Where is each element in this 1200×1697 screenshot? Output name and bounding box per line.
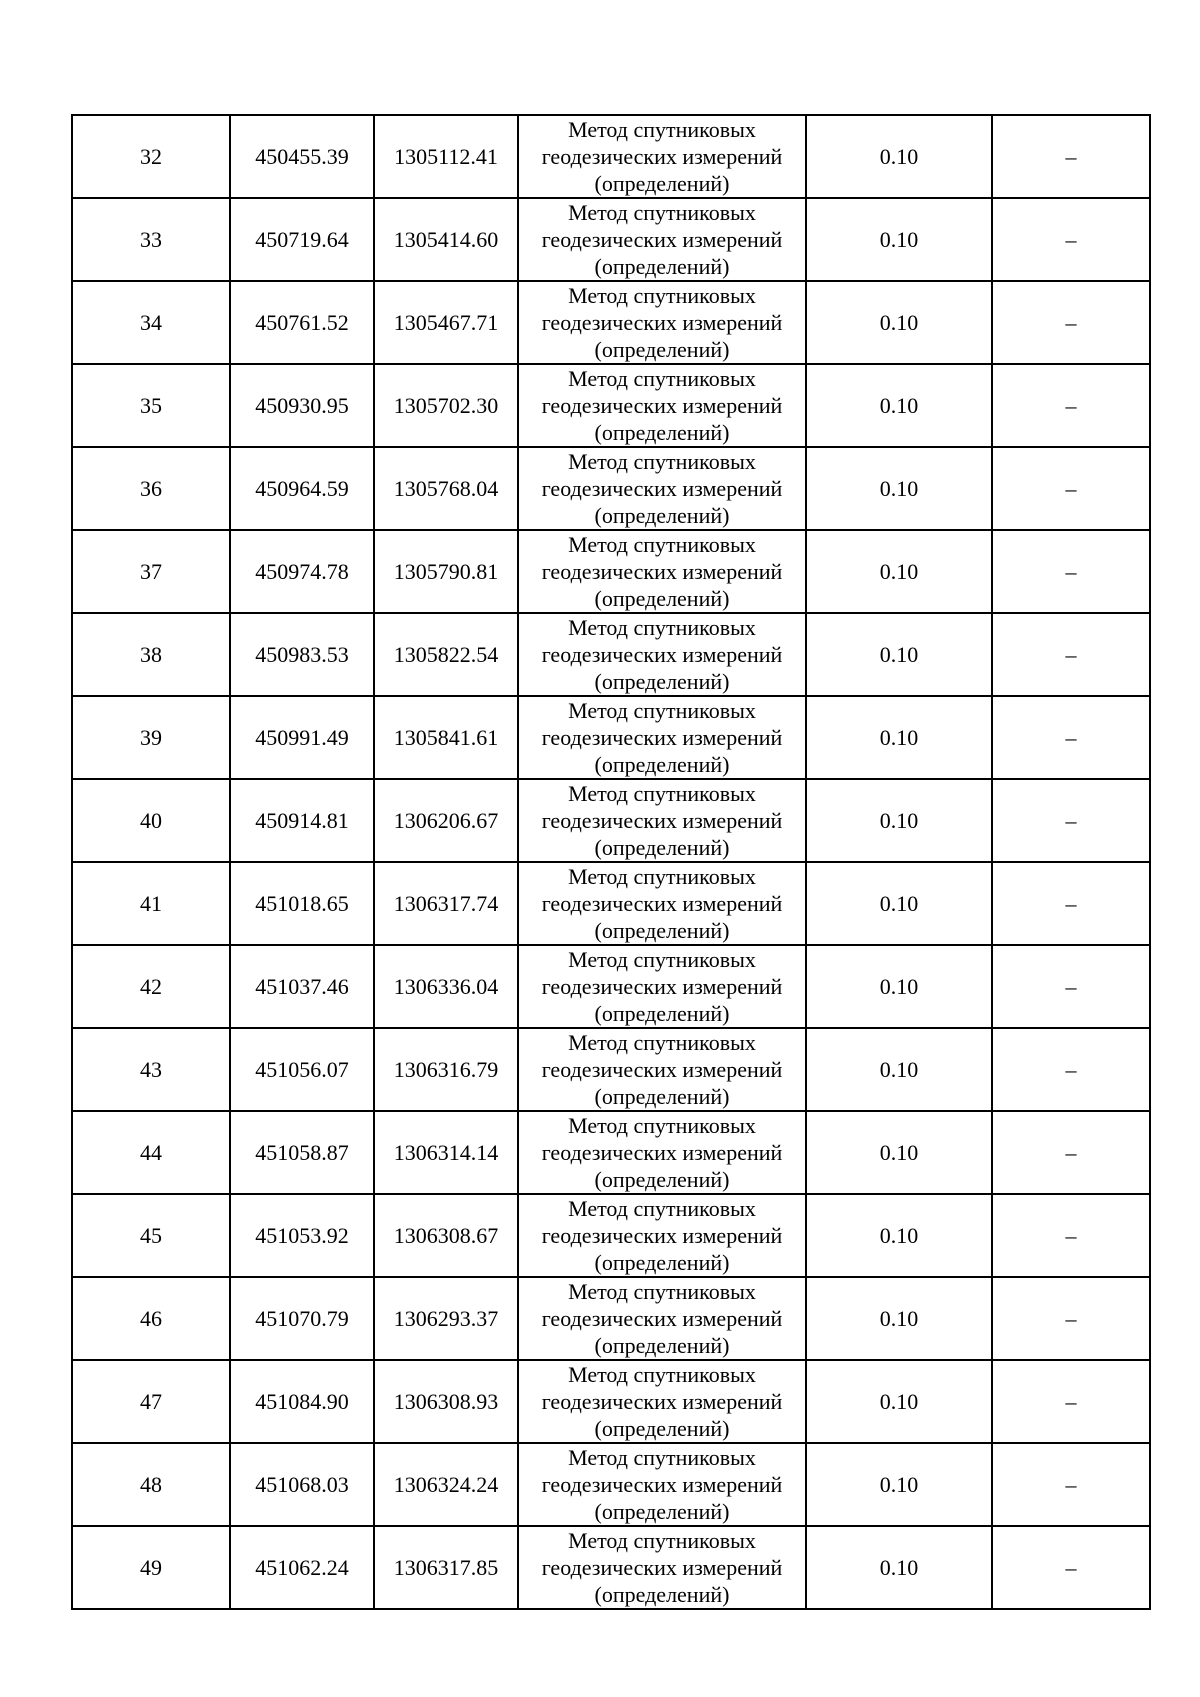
x-coordinate-cell: 450930.95	[230, 364, 374, 447]
coordinates-table	[71, 114, 1151, 1610]
method-cell	[518, 1194, 806, 1277]
method-text-line: (определений)	[594, 1333, 730, 1358]
method-text-line: (определений)	[594, 586, 730, 611]
accuracy-cell: 0.10	[806, 696, 992, 779]
table-row	[72, 862, 1150, 945]
point-number-cell: 32	[72, 115, 230, 198]
note-cell: –	[992, 1526, 1150, 1609]
accuracy-cell: 0.10	[806, 1526, 992, 1609]
y-coordinate-cell: 1306314.14	[374, 1111, 518, 1194]
method-text-line: (определений)	[594, 1582, 730, 1607]
y-coordinate-cell: 1305414.60	[374, 198, 518, 281]
note-cell: –	[992, 447, 1150, 530]
method-text-line: Метод спутниковых	[568, 1113, 756, 1138]
table-row	[72, 1194, 1150, 1277]
accuracy-cell: 0.10	[806, 198, 992, 281]
y-coordinate-cell: 1306336.04	[374, 945, 518, 1028]
y-coordinate-cell: 1306206.67	[374, 779, 518, 862]
table-row	[72, 530, 1150, 613]
method-text-line: геодезических измерений	[541, 725, 783, 750]
table-row	[72, 364, 1150, 447]
accuracy-cell: 0.10	[806, 613, 992, 696]
accuracy-cell: 0.10	[806, 281, 992, 364]
method-text-line: (определений)	[594, 420, 730, 445]
method-text-line: геодезических измерений	[541, 1555, 783, 1580]
point-number-cell: 45	[72, 1194, 230, 1277]
method-text-line: геодезических измерений	[541, 559, 783, 584]
y-coordinate-cell: 1305790.81	[374, 530, 518, 613]
y-coordinate-cell: 1306308.67	[374, 1194, 518, 1277]
method-text-line: (определений)	[594, 337, 730, 362]
method-cell	[518, 1028, 806, 1111]
x-coordinate-cell: 450455.39	[230, 115, 374, 198]
method-text-line: (определений)	[594, 503, 730, 528]
method-cell	[518, 364, 806, 447]
method-text-line: (определений)	[594, 669, 730, 694]
method-cell	[518, 1277, 806, 1360]
method-text-line: Метод спутниковых	[568, 781, 756, 806]
method-text-line: геодезических измерений	[541, 393, 783, 418]
x-coordinate-cell: 451084.90	[230, 1360, 374, 1443]
method-cell	[518, 862, 806, 945]
point-number-cell: 33	[72, 198, 230, 281]
note-cell: –	[992, 1360, 1150, 1443]
y-coordinate-cell: 1306308.93	[374, 1360, 518, 1443]
table-row	[72, 447, 1150, 530]
method-text-line: геодезических измерений	[541, 1223, 783, 1248]
method-text-line: Метод спутниковых	[568, 864, 756, 889]
accuracy-cell: 0.10	[806, 779, 992, 862]
note-cell: –	[992, 613, 1150, 696]
note-cell: –	[992, 1194, 1150, 1277]
table-row	[72, 1526, 1150, 1609]
x-coordinate-cell: 451062.24	[230, 1526, 374, 1609]
point-number-cell: 43	[72, 1028, 230, 1111]
method-text-line: геодезических измерений	[541, 1140, 783, 1165]
point-number-cell: 46	[72, 1277, 230, 1360]
y-coordinate-cell: 1305702.30	[374, 364, 518, 447]
note-cell: –	[992, 115, 1150, 198]
method-text-line: геодезических измерений	[541, 144, 783, 169]
x-coordinate-cell: 450964.59	[230, 447, 374, 530]
method-text-line: Метод спутниковых	[568, 1528, 756, 1553]
table-row	[72, 1111, 1150, 1194]
accuracy-cell: 0.10	[806, 1028, 992, 1111]
x-coordinate-cell: 451056.07	[230, 1028, 374, 1111]
point-number-cell: 35	[72, 364, 230, 447]
x-coordinate-cell: 451018.65	[230, 862, 374, 945]
x-coordinate-cell: 451037.46	[230, 945, 374, 1028]
table-row	[72, 1028, 1150, 1111]
method-text-line: Метод спутниковых	[568, 449, 756, 474]
method-text-line: Метод спутниковых	[568, 283, 756, 308]
method-text-line: Метод спутниковых	[568, 947, 756, 972]
method-text-line: (определений)	[594, 1250, 730, 1275]
point-number-cell: 42	[72, 945, 230, 1028]
table-row	[72, 779, 1150, 862]
y-coordinate-cell: 1305768.04	[374, 447, 518, 530]
table-row	[72, 198, 1150, 281]
y-coordinate-cell: 1305841.61	[374, 696, 518, 779]
point-number-cell: 44	[72, 1111, 230, 1194]
method-text-line: Метод спутниковых	[568, 615, 756, 640]
method-text-line: геодезических измерений	[541, 808, 783, 833]
method-text-line: (определений)	[594, 254, 730, 279]
method-text-line: Метод спутниковых	[568, 698, 756, 723]
method-cell	[518, 1111, 806, 1194]
note-cell: –	[992, 1443, 1150, 1526]
x-coordinate-cell: 451068.03	[230, 1443, 374, 1526]
note-cell: –	[992, 779, 1150, 862]
x-coordinate-cell: 450761.52	[230, 281, 374, 364]
x-coordinate-cell: 451058.87	[230, 1111, 374, 1194]
x-coordinate-cell: 450991.49	[230, 696, 374, 779]
x-coordinate-cell: 451053.92	[230, 1194, 374, 1277]
method-cell	[518, 447, 806, 530]
note-cell: –	[992, 1111, 1150, 1194]
table-row	[72, 613, 1150, 696]
method-text-line: геодезических измерений	[541, 1472, 783, 1497]
method-text-line: Метод спутниковых	[568, 117, 756, 142]
accuracy-cell: 0.10	[806, 862, 992, 945]
accuracy-cell: 0.10	[806, 115, 992, 198]
table-row	[72, 1360, 1150, 1443]
method-text-line: (определений)	[594, 752, 730, 777]
method-text-line: (определений)	[594, 1499, 730, 1524]
point-number-cell: 48	[72, 1443, 230, 1526]
method-cell	[518, 281, 806, 364]
method-text-line: Метод спутниковых	[568, 1279, 756, 1304]
method-text-line: Метод спутниковых	[568, 1445, 756, 1470]
accuracy-cell: 0.10	[806, 1194, 992, 1277]
y-coordinate-cell: 1306317.85	[374, 1526, 518, 1609]
method-cell	[518, 1443, 806, 1526]
point-number-cell: 34	[72, 281, 230, 364]
y-coordinate-cell: 1306293.37	[374, 1277, 518, 1360]
method-text-line: (определений)	[594, 171, 730, 196]
accuracy-cell: 0.10	[806, 530, 992, 613]
method-cell	[518, 530, 806, 613]
y-coordinate-cell: 1306324.24	[374, 1443, 518, 1526]
accuracy-cell: 0.10	[806, 1360, 992, 1443]
method-cell	[518, 779, 806, 862]
note-cell: –	[992, 696, 1150, 779]
method-cell	[518, 198, 806, 281]
method-text-line: геодезических измерений	[541, 974, 783, 999]
y-coordinate-cell: 1305467.71	[374, 281, 518, 364]
point-number-cell: 36	[72, 447, 230, 530]
table-row	[72, 115, 1150, 198]
point-number-cell: 41	[72, 862, 230, 945]
method-text-line: (определений)	[594, 1084, 730, 1109]
accuracy-cell: 0.10	[806, 447, 992, 530]
method-text-line: геодезических измерений	[541, 1306, 783, 1331]
method-text-line: (определений)	[594, 1416, 730, 1441]
point-number-cell: 47	[72, 1360, 230, 1443]
accuracy-cell: 0.10	[806, 364, 992, 447]
note-cell: –	[992, 198, 1150, 281]
method-text-line: геодезических измерений	[541, 227, 783, 252]
accuracy-cell: 0.10	[806, 945, 992, 1028]
method-text-line: Метод спутниковых	[568, 1362, 756, 1387]
y-coordinate-cell: 1306316.79	[374, 1028, 518, 1111]
method-cell	[518, 696, 806, 779]
method-text-line: геодезических измерений	[541, 642, 783, 667]
point-number-cell: 37	[72, 530, 230, 613]
method-text-line: Метод спутниковых	[568, 366, 756, 391]
note-cell: –	[992, 945, 1150, 1028]
method-text-line: (определений)	[594, 1167, 730, 1192]
note-cell: –	[992, 1028, 1150, 1111]
method-cell	[518, 115, 806, 198]
table-row	[72, 696, 1150, 779]
method-text-line: (определений)	[594, 918, 730, 943]
y-coordinate-cell: 1306317.74	[374, 862, 518, 945]
table-row	[72, 945, 1150, 1028]
y-coordinate-cell: 1305822.54	[374, 613, 518, 696]
note-cell: –	[992, 530, 1150, 613]
method-cell	[518, 945, 806, 1028]
method-text-line: геодезических измерений	[541, 891, 783, 916]
x-coordinate-cell: 450983.53	[230, 613, 374, 696]
method-text-line: (определений)	[594, 1001, 730, 1026]
accuracy-cell: 0.10	[806, 1111, 992, 1194]
note-cell: –	[992, 862, 1150, 945]
method-cell	[518, 613, 806, 696]
accuracy-cell: 0.10	[806, 1277, 992, 1360]
method-cell	[518, 1360, 806, 1443]
point-number-cell: 49	[72, 1526, 230, 1609]
method-text-line: геодезических измерений	[541, 310, 783, 335]
x-coordinate-cell: 450914.81	[230, 779, 374, 862]
method-text-line: геодезических измерений	[541, 476, 783, 501]
note-cell: –	[992, 364, 1150, 447]
x-coordinate-cell: 450719.64	[230, 198, 374, 281]
point-number-cell: 38	[72, 613, 230, 696]
method-cell	[518, 1526, 806, 1609]
method-text-line: Метод спутниковых	[568, 200, 756, 225]
x-coordinate-cell: 451070.79	[230, 1277, 374, 1360]
coordinates-table-body	[72, 115, 1150, 1609]
table-row	[72, 281, 1150, 364]
note-cell: –	[992, 1277, 1150, 1360]
point-number-cell: 40	[72, 779, 230, 862]
method-text-line: (определений)	[594, 835, 730, 860]
point-number-cell: 39	[72, 696, 230, 779]
method-text-line: Метод спутниковых	[568, 1030, 756, 1055]
method-text-line: геодезических измерений	[541, 1389, 783, 1414]
accuracy-cell: 0.10	[806, 1443, 992, 1526]
method-text-line: геодезических измерений	[541, 1057, 783, 1082]
table-row	[72, 1277, 1150, 1360]
method-text-line: Метод спутниковых	[568, 1196, 756, 1221]
table-row	[72, 1443, 1150, 1526]
note-cell: –	[992, 281, 1150, 364]
method-text-line: Метод спутниковых	[568, 532, 756, 557]
x-coordinate-cell: 450974.78	[230, 530, 374, 613]
y-coordinate-cell: 1305112.41	[374, 115, 518, 198]
